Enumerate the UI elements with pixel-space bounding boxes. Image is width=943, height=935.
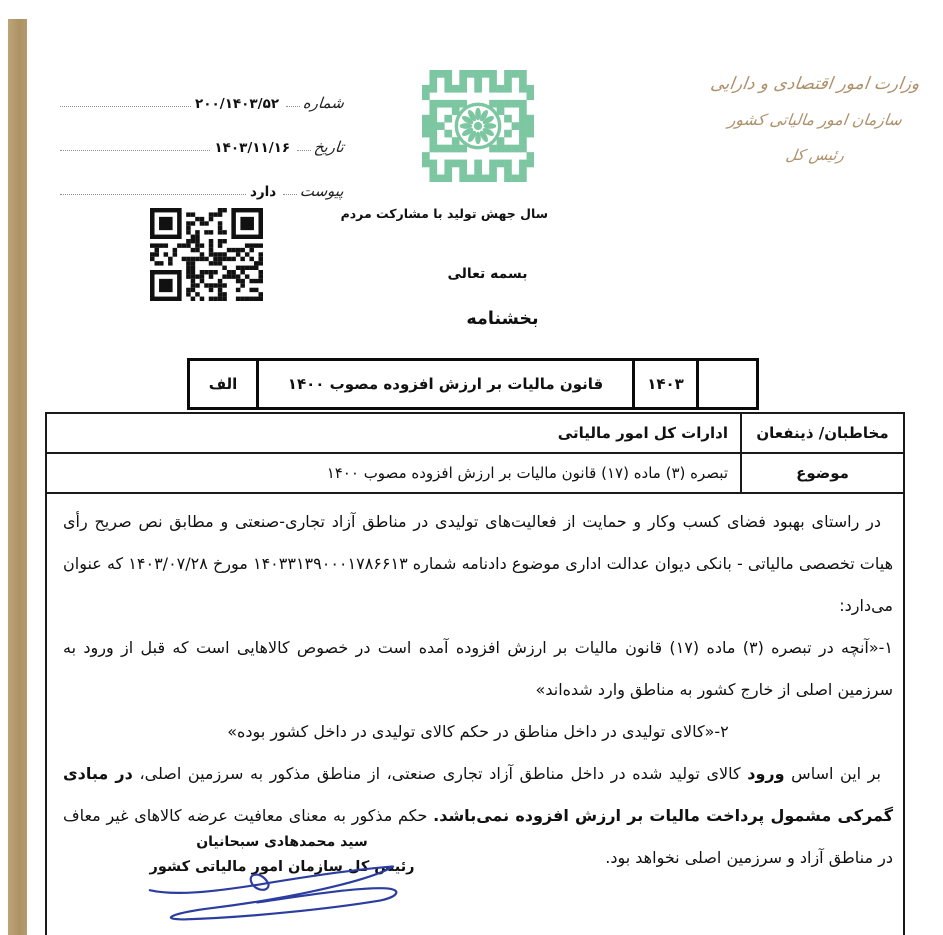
dotted-rule <box>60 194 246 195</box>
number-label: شماره <box>302 94 345 112</box>
emblem-block <box>340 70 548 221</box>
ministry-name: وزارت امور اقتصادی و دارایی <box>709 74 921 94</box>
paragraph-item-2: ۲-«کالای تولیدی در داخل مناطق در حکم کالای تولیدی در داخل کشور بوده» <box>227 722 729 741</box>
classification-empty-cell <box>696 361 756 407</box>
tax-organization-logo-icon <box>422 70 534 182</box>
ruling-bold-entry: ورود <box>747 764 785 783</box>
attachment-label: پیوست <box>299 182 345 200</box>
body-text <box>47 494 903 879</box>
dotted-rule <box>297 150 311 151</box>
signer-title: رئیس کل سازمان امور مالیاتی کشور <box>149 859 415 875</box>
audience-row <box>47 414 903 454</box>
ruling-bold-vat: در مبادی گمرکی مشمول پرداخت مالیات بر ارزش افزوده نمی‌باشد. <box>63 764 893 825</box>
organization-name: سازمان امور مالیاتی کشور <box>726 111 904 129</box>
letter-date-row <box>60 126 346 156</box>
classification-table <box>187 358 759 410</box>
basmala-heading: بسمه تعالی <box>447 266 528 282</box>
qr-code <box>150 208 263 301</box>
audience-value: ادارات کل امور مالیاتی <box>557 424 728 442</box>
dotted-rule <box>283 194 297 195</box>
paragraph-intro: در راستای بهبود فضای کسب وکار و حمایت از فعالیت‌های تولیدی در مناطق آزاد تجاری-صنعتی و مطابق نص صریح رأی هیات تخصصی مالیاتی - بانکی دیوان عدالت اداری موضوع دادنامه شماره ۱۴۰۳۳۱۳۹۰۰۰۱۷۸۶۶۱۳ مورخ ۱۴۰۳/۰۷/۲۸ که عنوان می‌دارد: <box>63 512 894 615</box>
classification-law-title-cell: قانون مالیات بر ارزش افزوده مصوب ۱۴۰۰ <box>256 361 632 407</box>
classification-year-cell: ۱۴۰۳ <box>632 361 696 407</box>
dotted-rule <box>286 106 300 107</box>
handwritten-signature <box>142 860 414 926</box>
document-type-heading: بخشنامه <box>466 309 539 329</box>
letter-attachment-row <box>60 170 346 200</box>
number-value: ۲۰۰/۱۴۰۳/۵۲ <box>195 96 280 112</box>
date-value: ۱۴۰۳/۱۱/۱۶ <box>214 140 291 156</box>
subject-label: موضوع <box>740 454 903 492</box>
dotted-rule <box>60 150 210 151</box>
letter-meta <box>60 82 346 214</box>
subject-value: تبصره (۳) ماده (۱۷) قانون مالیات بر ارزش افزوده مصوب ۱۴۰۰ <box>326 464 728 482</box>
document-table <box>45 412 905 935</box>
dotted-rule <box>60 106 191 107</box>
year-slogan: سال جهش تولید با مشارکت مردم <box>340 206 548 221</box>
signer-role: رئیس کل <box>784 146 846 164</box>
ruling-lead: بر این اساس <box>784 764 882 783</box>
classification-category-cell: الف <box>208 375 238 393</box>
paragraph-item-1: ۱-«آنچه در تبصره (۳) ماده (۱۷) قانون مالیات بر ارزش افزوده آمده است در خصوص کالاهایی است که قبل از ورود به سرزمین اصلی از خارج کشور به مناطق وارد شده‌اند» <box>63 638 893 699</box>
date-label: تاریخ <box>313 138 345 156</box>
ruling-mid: کالای تولید شده در داخل مناطق آزاد تجاری صنعتی، از مناطق مذکور به سرزمین اصلی، <box>132 764 748 783</box>
signer-name: سید محمدهادی سبحانیان <box>196 834 368 850</box>
ruling-tail: حکم مذکور به معنای معافیت عرضه کالاهای غیر معاف در مناطق آزاد و سرزمین اصلی نخواهد بود. <box>63 806 893 867</box>
attachment-value: دارد <box>249 184 277 200</box>
audience-label: مخاطبان/ ذینفعان <box>740 414 903 452</box>
letterhead <box>690 74 940 164</box>
subject-row <box>47 454 903 494</box>
letter-number-row <box>60 82 346 112</box>
signature-block <box>132 834 432 875</box>
binding-strip <box>8 19 27 935</box>
